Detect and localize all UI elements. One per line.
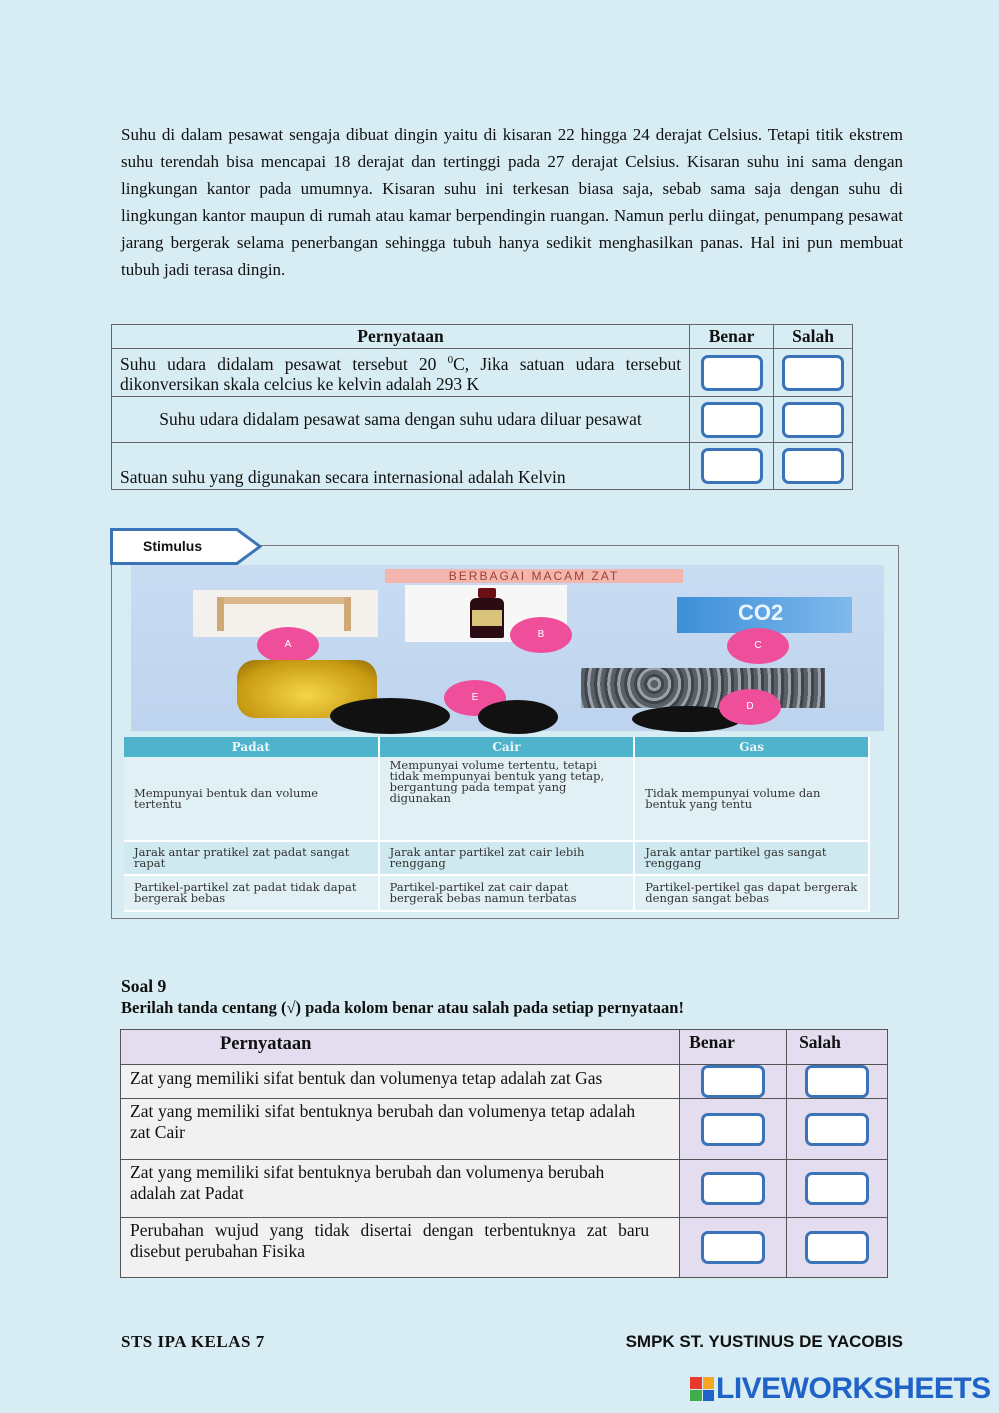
- property-cell: Jarak antar pratikel zat padat sangat rapat: [124, 841, 379, 875]
- header-statement: Pernyataan: [121, 1030, 680, 1065]
- property-cell: Mempunyai volume tertentu, tetapi tidak mempunyai bentuk yang tetap, bergantung pada tempat yang digunakan: [379, 757, 635, 841]
- badge-c: C: [727, 628, 789, 664]
- question-table-temperature: [111, 324, 853, 490]
- co2-text: CO2: [738, 600, 784, 625]
- liveworksheets-brand[interactable]: [690, 1372, 991, 1406]
- answer-box-false[interactable]: [805, 1231, 869, 1264]
- liveworksheets-logo-icon: [690, 1377, 714, 1401]
- header-false: Salah: [787, 1030, 888, 1065]
- answer-box-true[interactable]: [701, 1113, 765, 1146]
- statement-4: Perubahan wujud yang tidak disertai dengan terbentuknya zat baru disebut perubahan Fisika: [121, 1218, 680, 1278]
- answer-box-false[interactable]: [805, 1065, 869, 1098]
- property-cell: Jarak antar partikel zat cair lebih renggang: [379, 841, 635, 875]
- question-instruction: Berilah tanda centang (√) pada kolom benar atau salah pada setiap pernyataan!: [121, 998, 684, 1017]
- liveworksheets-wordmark: LIVEWORKSHEETS: [716, 1372, 991, 1405]
- statement-3: Zat yang memiliki sifat bentuknya berubah dan volumenya berubah adalah zat Padat: [121, 1160, 680, 1218]
- statement-2: Suhu udara didalam pesawat sama dengan suhu udara diluar pesawat: [112, 397, 690, 443]
- property-cell: Jarak antar partikel gas sangat renggang: [634, 841, 869, 875]
- property-cell: Partikel-pertikel gas dapat bergerak dengan sangat bebas: [634, 875, 869, 911]
- answer-box-true[interactable]: [701, 448, 763, 484]
- badge-shadow: [478, 700, 558, 734]
- answer-box-true[interactable]: [701, 355, 763, 391]
- wood-frame-left-leg: [217, 597, 224, 631]
- answer-box-true[interactable]: [701, 1065, 765, 1098]
- footer-school-name: SMPK ST. YUSTINUS DE YACOBIS: [625, 1332, 903, 1351]
- badge-d: D: [719, 689, 781, 725]
- wood-frame-right-leg: [344, 597, 351, 631]
- badge-b: B: [510, 617, 572, 653]
- bottle-cap: [478, 588, 496, 598]
- statement-1: Suhu udara didalam pesawat tersebut 20 $^0$C, Jika satuan udara tersebut dikonversikan skala celcius ke kelvin adalah 293 K: [112, 349, 690, 397]
- badge-a: A: [257, 627, 319, 663]
- question-number: Soal 9: [121, 976, 167, 996]
- header-true: Benar: [680, 1030, 787, 1065]
- answer-box-false[interactable]: [782, 448, 844, 484]
- statement-1: Zat yang memiliki sifat bentuk dan volumenya tetap adalah zat Gas: [121, 1065, 680, 1099]
- answer-box-false[interactable]: [782, 402, 844, 438]
- column-header-liquid: Cair: [379, 737, 635, 757]
- illustration-title: BERBAGAI MACAM ZAT: [385, 569, 683, 583]
- wood-frame-top-bar: [217, 597, 351, 604]
- intro-paragraph: Suhu di dalam pesawat sengaja dibuat dingin yaitu di kisaran 22 hingga 24 derajat Celsius. Tetapi titik ekstrem suhu terendah bisa mencapai 18 derajat dan tertinggi pada 27 derajat Celsius. Kisaran suhu ini sama dengan lingkungan kantor pada umumnya. Kisaran suhu ini terkesan biasa saja, sebab sama saja dengan suhu di lingkungan kantor maupun di rumah atau kamar berpendingin ruangan. Namun perlu diingat, penumpang pesawat jarang bergerak selama penerbangan sehingga tubuh hanya sedikit menghasilkan panas. Hal ini pun membuat tubuh jadi terasa dingin.: [121, 125, 903, 279]
- answer-box-false[interactable]: [805, 1172, 869, 1205]
- statement-3: Satuan suhu yang digunakan secara internasional adalah Kelvin: [112, 443, 690, 490]
- column-header-solid: Padat: [124, 737, 379, 757]
- statement-2: Zat yang memiliki sifat bentuknya berubah dan volumenya tetap adalah zat Cair: [121, 1099, 680, 1160]
- answer-box-false[interactable]: [782, 355, 844, 391]
- header-true: Benar: [690, 325, 774, 349]
- property-cell: Tidak mempunyai volume dan bentuk yang tentu: [634, 757, 869, 841]
- matter-properties-table: [124, 737, 870, 912]
- answer-box-true[interactable]: [701, 1231, 765, 1264]
- bottle-label: [472, 610, 502, 626]
- badge-e: E: [444, 680, 506, 716]
- stimulus-label: Stimulus: [143, 538, 203, 554]
- badge-shadow: [330, 698, 450, 734]
- stones-image: [581, 668, 825, 708]
- column-header-gas: Gas: [634, 737, 869, 757]
- header-false: Salah: [774, 325, 853, 349]
- property-cell: Partikel-partikel zat cair dapat bergerak bebas namun terbatas: [379, 875, 635, 911]
- answer-box-true[interactable]: [701, 402, 763, 438]
- property-cell: Mempunyai bentuk dan volume tertentu: [124, 757, 379, 841]
- question-table-matter: [120, 1029, 888, 1278]
- answer-box-true[interactable]: [701, 1172, 765, 1205]
- answer-box-false[interactable]: [805, 1113, 869, 1146]
- property-cell: Partikel-partikel zat padat tidak dapat bergerak bebas: [124, 875, 379, 911]
- footer-exam-title: STS IPA KELAS 7: [121, 1332, 265, 1351]
- header-statement: Pernyataan: [112, 325, 690, 349]
